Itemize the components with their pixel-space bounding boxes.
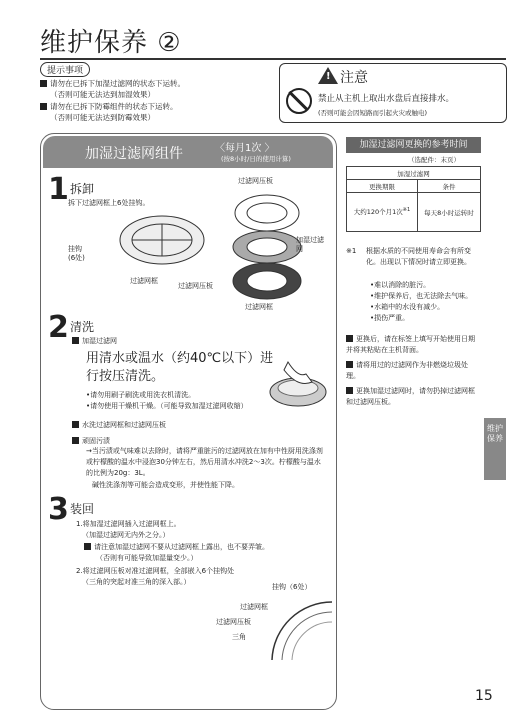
step3-warn [84,542,269,553]
side-item-text: 更换后，请在标签上填写开始使用日期并将其粘贴在主机背面。 [346,335,475,354]
label-filter-plate: 过滤网压板 [216,618,251,626]
filter-section-header [43,136,333,168]
step3-line2: 2.将过滤网压板对准过滤网框，全部嵌入6个挂钩处 [76,567,235,575]
side-item-text: 更换加湿过滤网时，请勿扔掉过滤网框和过滤网压板。 [346,387,475,406]
table-header: 更换期限 [347,180,418,193]
step3-line1: 1.将加湿过滤网插入过滤网框上。 [76,520,181,528]
warning-icon [318,67,338,84]
tip-text: 请勿在已拆下防霉组件的状态下运转。 [50,102,178,111]
side-item-text: 请将用过的过滤网作为非燃烧垃圾处理。 [346,361,468,380]
caution-box [279,63,507,123]
stubborn-text: →当污渍或气味难以去除时，请将严重脏污的过滤网放在加有中性厨用洗涤剂或柠檬酸的温水中浸泡30分钟左右，然后用清水冲洗2～3次。柠檬酸与温水的比例为20g：3L。 [86,447,323,477]
tip-sub: （否则可能无法达到防霉效果） [50,113,155,122]
step3-warn-sub: （否则有可能导致加湿量变少。） [96,554,198,562]
footnote-bullet: •难以消除的脏污。 [370,281,431,289]
title-divider [40,58,506,60]
label-filter-frame: 过滤网框 [240,603,268,611]
footnote-bullet: •水箱中的水没有减少。 [370,303,445,311]
table-header: 条件 [417,180,480,193]
label-filter-plate: 过滤网压板 [178,282,213,290]
wash-bullet: •请勿用刷子刷洗或用洗衣机清洗。 [86,391,196,399]
step-desc: 拆下过滤网框上6处挂钩。 [68,199,150,207]
step-title: 拆卸 [70,182,95,196]
label-triangle: 三角 [232,633,246,641]
step-number: 1 [48,172,69,207]
label-filter-plate: 过滤网压板 [238,177,273,185]
table-cell: 每天8小时运转时 [417,193,480,232]
label-humidify-filter: 加湿过滤网 [296,236,324,253]
step3-line2-sub: （三角的突起对准三角的深入部。） [82,578,191,586]
tips-label: 提示事项 [40,62,90,77]
bullet-square-icon [40,103,47,110]
caution-sub: (否则可能会因短路而引起火灾或触电) [318,109,428,117]
bullet-square-icon [72,437,79,444]
caution-text: 禁止从主机上取出水盘后直接排水。 [318,94,455,104]
alkaline-note: 碱性洗涤剂等可能会造成变形，并使性能下降。 [92,481,239,489]
bullet-square-icon [346,387,353,394]
footnote-text: 根据水质的不同使用寿命会有所变化。出现以下情况时请立即更换。 [366,247,471,266]
section-side-tab: 维护保养 [484,418,506,480]
section-frequency-note: (按8小时/日的使用计算) [221,155,291,163]
step-number: 2 [48,310,69,345]
bullet-square-icon [72,337,79,344]
bullet-square-icon [346,361,353,368]
stubborn-title-text: 顽固污渍 [82,437,110,445]
table-row [347,193,481,232]
prohibition-icon [286,88,312,114]
side-item [346,360,481,382]
side-item [346,334,481,356]
section-title: 加湿过滤网组件 [85,146,183,162]
bullet-square-icon [84,543,91,550]
tip-sub: （否则可能无法达到加湿效果） [50,90,155,99]
step-number: 3 [48,492,69,527]
caution-title: 注意 [340,70,368,86]
reassembly-figure [262,592,334,662]
replacement-table [346,166,481,232]
bullet-square-icon [40,80,47,87]
label-hooks-count: (6处) [68,254,85,262]
label-filter-frame: 过滤网框 [130,277,158,285]
page-title: 维护保养 ② [40,28,182,58]
wash-plate-text: 水洗过滤网框和过滤网压板 [82,421,166,429]
section-frequency: 〈每月1次 〉 [215,143,275,154]
label-filter-frame: 过滤网框 [245,303,273,311]
step-title: 清洗 [70,320,95,334]
wash-instruction: 用清水或温水（约40℃以下）进行按压清洗。 [86,351,274,384]
table-caption: 加湿过滤网 [347,167,481,180]
label-hooks: 挂钩 [68,245,82,253]
washing-basin-figure [268,352,330,418]
page-number: 15 [475,688,493,704]
side-item [346,386,481,408]
bullet-square-icon [72,421,79,428]
replacement-heading: 加湿过滤网更换的参考时间 [346,137,481,153]
table-cell-mark: ※1 [402,207,411,214]
tip-text: 请勿在已拆下加湿过滤网的状态下运转。 [50,79,185,88]
footnote-bullet: •损伤严重。 [370,314,410,322]
step3-warn-text: 请注意加湿过滤网不要从过滤网框上露出，也不要弄皱。 [94,543,269,551]
bullet-square-icon [346,335,353,342]
label-hooks: 挂钩（6处） [272,583,312,591]
wash-plate [72,420,166,431]
replacement-sub: （选配件：末页） [408,156,460,164]
step-sub-text: 加湿过滤网 [82,337,117,345]
step-sub [72,336,117,347]
footnote-mark: ※1 [346,247,357,255]
table-cell [347,193,418,232]
step-title: 装回 [70,502,95,516]
footnote-bullet: •维护保养后，也无法除去气味。 [370,292,473,300]
wash-bullet: •请勿使用干燥机干燥。（可能导致加湿过滤网收缩） [86,402,248,410]
table-cell-text: 大约120个月1次 [353,208,403,217]
step3-line1-sub: （加湿过滤网无内外之分。） [82,531,170,539]
